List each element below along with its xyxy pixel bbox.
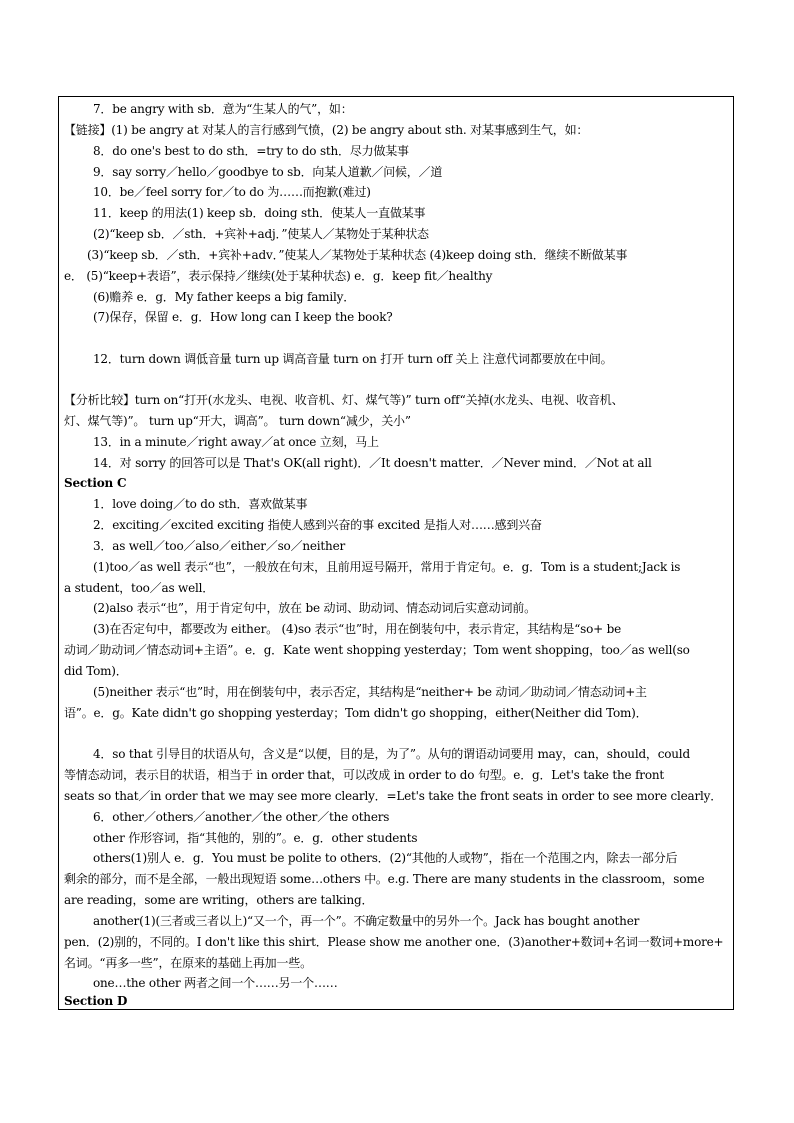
line: 6．other／others／another／the other／the others bbox=[93, 810, 390, 824]
line: 10．be／feel sorry for／to do 为……而抱歉(难过) bbox=[93, 185, 371, 199]
line: 等情态动词，表示目的状语，相当于 in order that，可以改成 in order to do 句型。e．g．Let's take the front bbox=[64, 768, 665, 782]
line: are reading，some are writing，others are talking． bbox=[64, 893, 374, 907]
line: 【分析比较】turn on“打开(水龙头、电视、收音机、灯、煤气等)” turn off“关掉(水龙头、电视、收音机、 bbox=[64, 393, 624, 407]
line: (1)too／as well 表示“也”，一般放在句末，且前用逗号隔开，常用于肯定句。e．g．Tom is a student;Jack is bbox=[93, 560, 681, 574]
line: 3．as well／too／also／either／so／neither bbox=[93, 539, 346, 553]
line: 13．in a minute／right away／at once 立刻，马上 bbox=[93, 435, 379, 449]
line: 1．love doing／to do sth．喜欢做某事 bbox=[93, 497, 308, 511]
line: other 作形容词，指“其他的，别的”。e．g．other students bbox=[93, 831, 418, 845]
line: one…the other 两者之间一个……另一个…… bbox=[93, 976, 338, 990]
line: 剩余的部分，而不是全部，一般出现短语 some…others 中。e.g. There are many students in the classroom，some bbox=[64, 872, 705, 886]
line: (6)赡养 e．g．My father keeps a big family． bbox=[93, 290, 356, 304]
line: a student，too／as well． bbox=[64, 581, 215, 595]
line: 11．keep 的用法(1) keep sb．doing sth．使某人一直做某事 bbox=[93, 206, 426, 220]
line: 【链接】(1) be angry at 对某人的言行感到气愤，(2) be angry about sth. 对某事感到生气，如： bbox=[64, 123, 589, 137]
line: e． (5)“keep+表语”，表示保持／继续(处于某种状态) e．g．keep fit／healthy bbox=[64, 269, 493, 283]
line: 动词／助动词／情态动词+主语”。e．g．Kate went shopping yesterday；Tom went shopping，too／as well(so bbox=[64, 643, 690, 657]
line: (7)保存，保留 e．g．How long can I keep the book? bbox=[93, 310, 393, 324]
line: pen．(2)别的，不同的。I don't like this shirt．Please show me another one．(3)another+数词+名词一数词+more+ bbox=[64, 935, 724, 949]
line: others(1)别人 e．g．You must be polite to others．(2)“其他的人或物”，指在一个范围之内，除去一部分后 bbox=[93, 851, 678, 865]
line: 8．do one's best to do sth．=try to do sth．尽力做某事 bbox=[93, 144, 409, 158]
line: 4．so that 引导目的状语从句，含义是“以便，目的是，为了”。从句的谓语动词要用 may，can，should，could bbox=[93, 747, 690, 761]
line: seats so that／in order that we may see more clearly．=Let's take the front seats in order to see more clearly． bbox=[64, 789, 723, 803]
section-heading-c: Section C bbox=[64, 476, 127, 490]
line: (3)“keep sb．／sth．+宾补+adv．”使某人／某物处于某种状态 (4)keep doing sth．继续不断做某事 bbox=[87, 248, 628, 262]
line: (2)also 表示“也”，用于肯定句中，放在 be 动词、助动词、情态动词后实意动词前。 bbox=[93, 601, 536, 615]
line: 2．exciting／excited exciting 指使人感到兴奋的事 excited 是指人对……感到兴奋 bbox=[93, 518, 542, 532]
line: (3)在否定句中，都要改为 either。 (4)so 表示“也”时，用在倒装句中，表示肯定，其结构是“so+ be bbox=[93, 622, 621, 636]
line: did Tom)． bbox=[64, 664, 128, 678]
line: another(1)(三者或三者以上)“又一个，再一个”。不确定数量中的另外一个。Jack has bought another bbox=[93, 914, 640, 928]
line: 7．be angry with sb．意为“生某人的气”，如： bbox=[93, 102, 353, 116]
line: 名词。“再多一些”，在原来的基础上再加一些。 bbox=[64, 956, 312, 970]
line: 语”。e．g。Kate didn't go shopping yesterday；Tom didn't go shopping，either(Neither did Tom)． bbox=[64, 706, 648, 720]
content-box bbox=[58, 96, 734, 1010]
line: 14．对 sorry 的回答可以是 That's OK(all right)．／It doesn't matter．／Never mind．／Not at all bbox=[93, 456, 652, 470]
section-heading-d: Section D bbox=[64, 994, 128, 1008]
line: 12．turn down 调低音量 turn up 调高音量 turn on 打开 turn off 关上 注意代词都要放在中间。 bbox=[93, 352, 613, 366]
line: 灯、煤气等)”。 turn up“开大，调高”。 turn down“减少，关小” bbox=[64, 414, 411, 428]
line: 9．say sorry／hello／goodbye to sb．向某人道歉／问候，／道 bbox=[93, 165, 443, 179]
line: (5)neither 表示“也”时，用在倒装句中，表示否定，其结构是“neither+ be 动词／助动词／情态动词+主 bbox=[93, 685, 647, 699]
line: (2)“keep sb．／sth．+宾补+adj．”使某人／某物处于某种状态 bbox=[93, 227, 429, 241]
